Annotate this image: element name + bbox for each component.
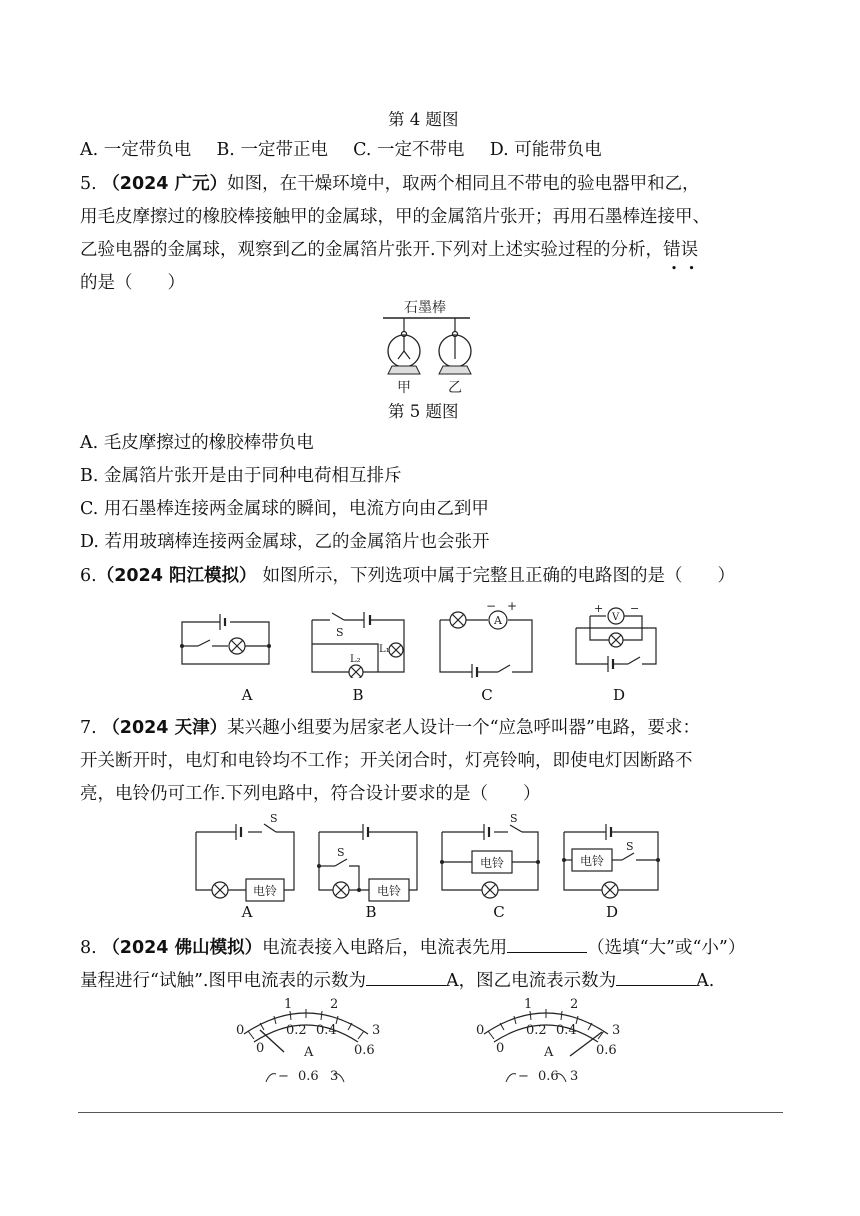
ammeter-yi (466, 994, 626, 1090)
svg-text:0.4: 0.4 (556, 1023, 577, 1038)
svg-text:3: 3 (612, 1023, 621, 1038)
svg-text:电铃: 电铃 (376, 884, 402, 898)
q8-blank-3[interactable] (616, 967, 696, 986)
svg-text:0.2: 0.2 (526, 1023, 547, 1038)
q8-line1: 8. （2024 佛山模拟）电流表接入电路后，电流表先用 （选填“大”或“小”） (80, 934, 745, 960)
q5-option-d: D. 若用玻璃棒连接两金属球，乙的金属箔片也会张开 (80, 532, 490, 552)
q8-blank-2[interactable] (366, 967, 446, 986)
q6-circuit-d (572, 600, 664, 678)
svg-text:0.6: 0.6 (596, 1043, 617, 1058)
q6-circuit-a (178, 608, 273, 678)
q6-label-a: A (241, 686, 253, 704)
svg-text:0: 0 (256, 1041, 265, 1056)
jia-label: 甲 (397, 380, 411, 396)
svg-text:−: − (278, 1069, 289, 1084)
yi-label: 乙 (448, 380, 462, 396)
svg-text:S: S (510, 812, 518, 825)
svg-text:1: 1 (524, 997, 533, 1012)
q7-circuit-b (313, 812, 425, 906)
svg-text:电铃: 电铃 (252, 884, 278, 898)
q4-option-b: B. 一定带正电 (216, 140, 328, 160)
q5-number: 5. (80, 174, 97, 194)
svg-text:3: 3 (330, 1069, 339, 1084)
svg-text:3: 3 (372, 1023, 381, 1038)
svg-text:V: V (612, 612, 620, 623)
q6-source-tag: （2024 阳江模拟） (96, 566, 257, 586)
q5-caption: 第 5 题图 (388, 402, 459, 421)
q7-circuit-d (560, 812, 668, 906)
svg-text:A: A (544, 1045, 554, 1060)
q8-line2: 量程进行“试触”.图甲电流表的示数为 A，图乙电流表示数为 A. (80, 967, 714, 993)
svg-text:电铃: 电铃 (579, 854, 605, 868)
svg-text:L₁: L₁ (379, 644, 390, 655)
svg-text:0.6: 0.6 (298, 1069, 319, 1084)
svg-text:L₂: L₂ (350, 654, 361, 665)
svg-text:A: A (304, 1045, 314, 1060)
svg-text:电铃: 电铃 (479, 856, 505, 870)
svg-text:+: + (594, 602, 604, 615)
page-divider (78, 1112, 783, 1113)
q5-emph-2: 误 (680, 240, 699, 260)
q7-line3: 亮，电铃仍可工作.下列电路中，符合设计要求的是（ ） (80, 784, 541, 804)
svg-text:S: S (337, 846, 345, 859)
svg-text:−: − (518, 1069, 529, 1084)
q4-caption: 第 4 题图 (388, 110, 459, 129)
svg-text:−: − (486, 600, 497, 613)
q5-line3: 乙验电器的金属球，观察到乙的金属箔片张开.下列对上述实验过程的分析，错误 (80, 240, 699, 260)
q6-stem: 6.（2024 阳江模拟） 如图所示，下列选项中属于完整且正确的电路图的是（ ） (80, 566, 736, 586)
q5-option-a: A. 毛皮摩擦过的橡胶棒带负电 (80, 433, 314, 453)
svg-text:0: 0 (476, 1023, 485, 1038)
q4-options (80, 138, 602, 162)
svg-text:0.6: 0.6 (538, 1069, 559, 1084)
q4-option-c: C. 一定不带电 (353, 140, 465, 160)
svg-text:0.2: 0.2 (286, 1023, 307, 1038)
q6-label-d: D (612, 686, 626, 704)
q7-circuit-a (190, 812, 302, 906)
q8-blank-1[interactable] (507, 934, 587, 953)
q5-option-b: B. 金属箔片张开是由于同种电荷相互排斥 (80, 466, 402, 486)
electroscope-figure (370, 296, 480, 396)
q5-line1: 5. （2024 广元）如图，在干燥环境中，取两个相同且不带电的验电器甲和乙， (80, 174, 700, 194)
svg-text:2: 2 (330, 997, 339, 1012)
q5-emph-1: 错 (663, 240, 681, 260)
svg-text:−: − (630, 602, 640, 615)
q5-option-c: C. 用石墨棒连接两金属球的瞬间，电流方向由乙到甲 (80, 499, 489, 519)
svg-text:2: 2 (570, 997, 579, 1012)
svg-text:0: 0 (496, 1041, 505, 1056)
svg-text:+: + (507, 600, 518, 613)
svg-text:0.6: 0.6 (354, 1043, 375, 1058)
q5-line4: 的是（ ） (80, 273, 185, 293)
svg-text:0: 0 (236, 1023, 245, 1038)
q7-circuit-c (438, 810, 550, 906)
svg-text:S: S (626, 840, 634, 853)
ammeter-jia (226, 994, 386, 1090)
q6-label-b: B (352, 686, 364, 704)
svg-text:A: A (494, 614, 502, 627)
q4-option-a: A. 一定带负电 (80, 140, 192, 160)
q5-source-tag: （2024 广元） (102, 174, 228, 194)
q7-label-d: D (605, 903, 619, 921)
q8-source-tag: （2024 佛山模拟） (102, 938, 263, 958)
svg-text:S: S (336, 626, 344, 639)
q6-circuit-c (436, 600, 536, 678)
q4-option-d: D. 可能带负电 (489, 140, 602, 160)
svg-text:3: 3 (570, 1069, 579, 1084)
graphite-rod-label: 石墨棒 (404, 300, 446, 316)
q7-source-tag: （2024 天津） (102, 718, 228, 738)
q7-line2: 开关断开时，电灯和电铃均不工作；开关闭合时，灯亮铃响，即使电灯因断路不 (80, 751, 693, 771)
q6-label-c: C (481, 686, 493, 704)
q6-circuit-b (308, 600, 408, 678)
q7-label-a: A (241, 903, 253, 921)
q5-line2: 用毛皮摩擦过的橡胶棒接触甲的金属球，甲的金属箔片张开；再用石墨棒连接甲、 (80, 207, 710, 227)
svg-text:0.4: 0.4 (316, 1023, 337, 1038)
q7-label-c: C (493, 903, 505, 921)
svg-text:S: S (270, 812, 278, 825)
q7-line1: 7. （2024 天津）某兴趣小组要为居家老人设计一个“应急呼叫器”电路，要求： (80, 718, 700, 738)
svg-text:1: 1 (284, 997, 293, 1012)
q7-label-b: B (365, 903, 377, 921)
